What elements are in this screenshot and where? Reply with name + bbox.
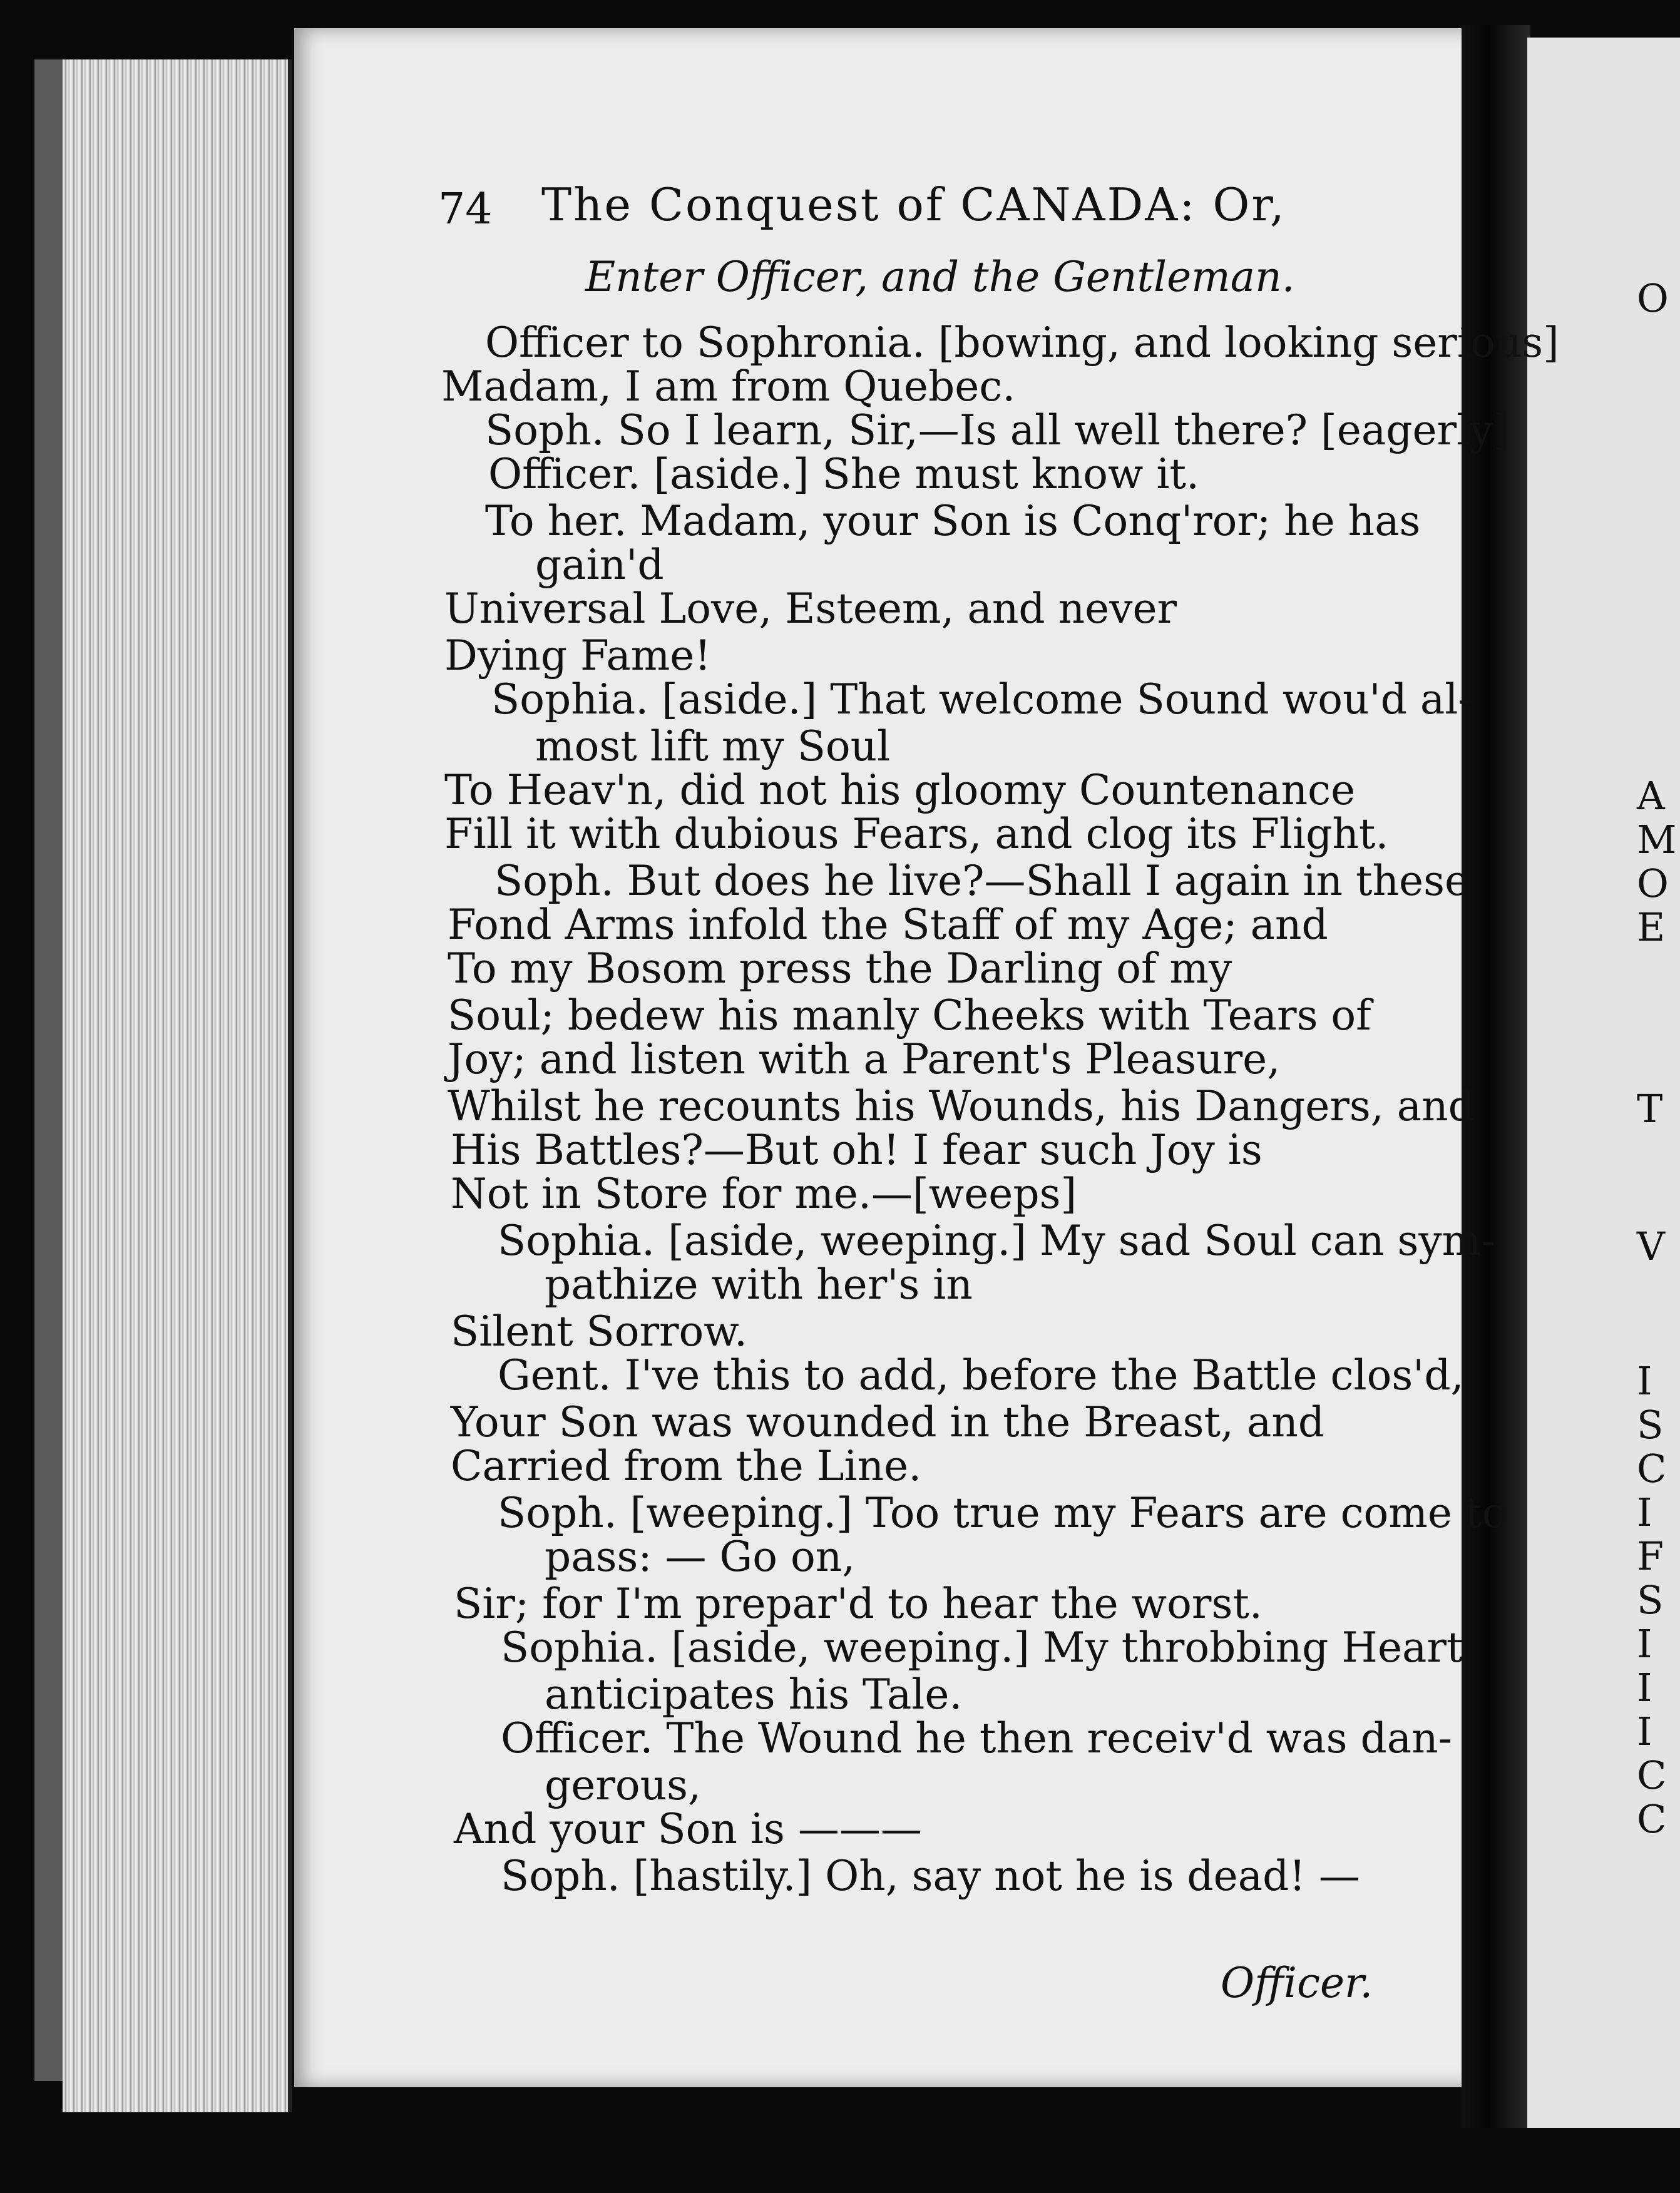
text-line: Sir; for I'm prepar'd to hear the worst. xyxy=(454,1580,1263,1628)
running-head: The Conquest of CANADA: Or, xyxy=(541,178,1286,231)
text-line: Officer. The Wound he then receiv'd was dan- xyxy=(501,1714,1452,1762)
text-line: Whilst he recounts his Wounds, his Dangers, and xyxy=(448,1082,1475,1130)
facing-page-letter: S xyxy=(1637,1402,1664,1448)
facing-page-letter: M xyxy=(1637,817,1677,862)
text-line: Universal Love, Esteem, and never xyxy=(444,585,1177,633)
text-line: Sophia. [aside, weeping.] My throbbing Heart xyxy=(501,1623,1463,1672)
text-line: Soul; bedew his manly Cheeks with Tears of xyxy=(448,991,1371,1040)
stage-direction: Enter Officer, and the Gentleman. xyxy=(585,253,1295,301)
facing-page-letter: C xyxy=(1637,1752,1667,1798)
text-line: Sophia. [aside, weeping.] My sad Soul can sym- xyxy=(498,1217,1495,1265)
text-line: Fond Arms infold the Staff of my Age; and xyxy=(448,901,1328,949)
facing-page-letter: I xyxy=(1637,1358,1652,1404)
facing-page-letter: E xyxy=(1637,904,1666,950)
facing-page-letter: I xyxy=(1637,1709,1652,1754)
text-line: most lift my Soul xyxy=(535,722,891,770)
text-line: Your Son was wounded in the Breast, and xyxy=(451,1398,1325,1446)
text-line: Soph. But does he live?—Shall I again in these xyxy=(494,857,1470,905)
facing-page-letter: F xyxy=(1637,1533,1664,1579)
text-line: anticipates his Tale. xyxy=(545,1670,963,1719)
facing-page-letter: I xyxy=(1637,1490,1652,1535)
text-line: And your Son is ——— xyxy=(454,1805,922,1853)
text-line: pathize with her's in xyxy=(545,1260,973,1309)
text-line: gerous, xyxy=(545,1761,701,1809)
text-line: His Battles?—But oh! I fear such Joy is xyxy=(451,1126,1263,1174)
facing-page-letter: V xyxy=(1637,1224,1665,1269)
page-number: 74 xyxy=(438,185,493,234)
text-line: Officer. [aside.] She must know it. xyxy=(488,450,1200,498)
facing-page-letter: O xyxy=(1637,275,1669,321)
facing-page-letter: C xyxy=(1637,1446,1667,1491)
text-line: Officer to Sophronia. [bowing, and looking serious] xyxy=(485,319,1559,367)
facing-page-letter: T xyxy=(1637,1086,1663,1132)
facing-page-letter: S xyxy=(1637,1577,1664,1623)
text-line: Madam, I am from Quebec. xyxy=(441,362,1016,411)
facing-page-letter: A xyxy=(1637,773,1665,819)
text-line: Soph. [hastily.] Oh, say not he is dead! — xyxy=(501,1852,1360,1900)
catchword: Officer. xyxy=(1221,1959,1373,2007)
text-line: Joy; and listen with a Parent's Pleasure, xyxy=(448,1035,1281,1083)
text-line: Not in Store for me.—[weeps] xyxy=(451,1170,1077,1218)
text-line: Silent Sorrow. xyxy=(451,1307,747,1356)
text-line: To my Bosom press the Darling of my xyxy=(448,944,1232,993)
text-line: Gent. I've this to add, before the Battle clos'd, xyxy=(498,1351,1464,1399)
facing-page-letter: I xyxy=(1637,1665,1652,1710)
text-line: gain'd xyxy=(535,541,664,589)
facing-page-letter: O xyxy=(1637,861,1669,906)
text-line: Dying Fame! xyxy=(444,631,711,680)
text-line: Fill it with dubious Fears, and clog its Flight. xyxy=(444,810,1389,858)
facing-page-letter: C xyxy=(1637,1796,1667,1842)
facing-page-letter: I xyxy=(1637,1621,1652,1667)
text-line: Sophia. [aside.] That welcome Sound wou'd al- xyxy=(491,675,1472,723)
text-line: To Heav'n, did not his gloomy Countenance xyxy=(444,766,1356,814)
text-line: To her. Madam, your Son is Conq'ror; he has xyxy=(485,497,1421,545)
text-line: Carried from the Line. xyxy=(451,1442,922,1490)
text-line: pass: — Go on, xyxy=(545,1533,856,1581)
text-line: Soph. [weeping.] Too true my Fears are come to xyxy=(498,1489,1507,1537)
text-line: Soph. So I learn, Sir,—Is all well there? [eagerly] xyxy=(485,406,1510,454)
